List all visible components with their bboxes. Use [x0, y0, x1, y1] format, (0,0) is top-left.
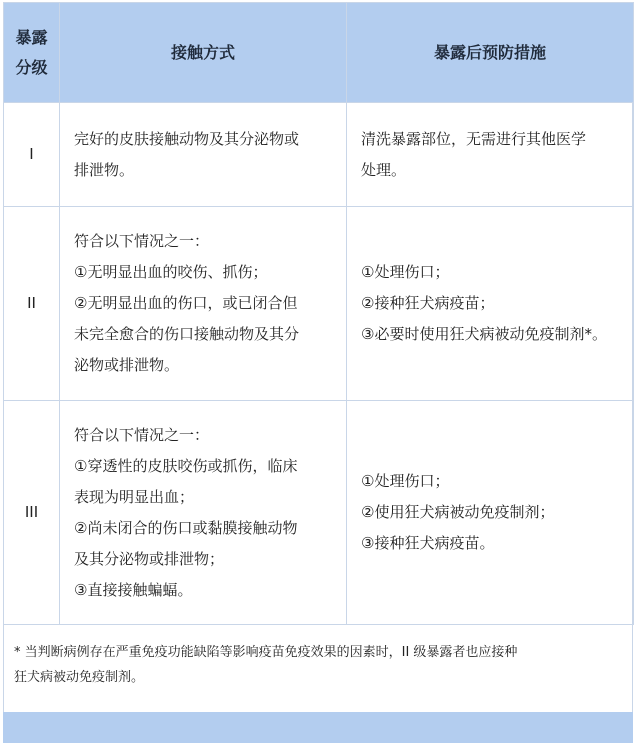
text-line: ②无明显出血的伤口，或已闭合但 [74, 294, 298, 312]
text-line: ③接种狂犬病疫苗。 [361, 534, 495, 552]
measures-cell [347, 401, 634, 625]
text-line: 及其分泌物或排泄物； [74, 549, 225, 568]
text-line: ①无明显出血的咬伤、抓伤； [74, 263, 268, 281]
header-contact: 接触方式 [60, 3, 347, 103]
text-line: ②尚未闭合的伤口或黏膜接触动物 [74, 518, 298, 537]
table-row [4, 207, 634, 401]
header-level-line: 暴露 [15, 27, 48, 47]
header-row [4, 3, 634, 103]
table-row [4, 401, 634, 625]
text-line: 排泄物。 [74, 160, 135, 179]
text-line: ①处理伤口； [361, 263, 450, 281]
text-line: ③直接接触蝙蝠。 [74, 580, 193, 599]
footnote-line: * 当判断病例存在严重免疫功能缺陷等影响疫苗免疫效果的因素时，II 级暴露者也应接种 [14, 645, 518, 660]
text-line: ①穿透性的皮肤咬伤或抓伤，临床 [74, 456, 298, 475]
header-measures: 暴露后预防措施 [347, 3, 634, 103]
text-line: 符合以下情况之一： [74, 425, 210, 444]
footnote-line: 狂犬病被动免疫制剂。 [14, 670, 145, 685]
header-level-line: 分级 [15, 57, 48, 77]
text-line: 未完全愈合的伤口接触动物及其分 [74, 325, 300, 343]
measures-cell [347, 207, 634, 401]
text-line: 处理。 [361, 160, 407, 179]
contact-cell [60, 207, 347, 401]
measures-cell [347, 103, 634, 207]
exposure-table [3, 2, 634, 625]
text-line: ②接种狂犬病疫苗； [361, 294, 495, 312]
contact-cell [60, 401, 347, 625]
level-cell: II [4, 207, 60, 401]
text-line: 清洗暴露部位，无需进行其他医学 [361, 129, 587, 148]
text-line: 符合以下情况之一： [74, 232, 210, 250]
level-cell: III [4, 401, 60, 625]
text-line: ①处理伤口； [361, 472, 450, 490]
text-line: 泌物或排泄物。 [74, 356, 180, 374]
header-level [4, 3, 60, 103]
level-cell: I [4, 103, 60, 207]
text-line: 表现为明显出血； [74, 487, 195, 506]
footnote [14, 640, 626, 690]
footer-band [3, 712, 633, 743]
table-row [4, 103, 634, 207]
text-line: 完好的皮肤接触动物及其分泌物或 [74, 129, 300, 148]
text-line: ③必要时使用狂犬病被动免疫制剂*。 [361, 325, 607, 343]
text-line: ②使用狂犬病被动免疫制剂； [361, 503, 555, 521]
contact-cell [60, 103, 347, 207]
